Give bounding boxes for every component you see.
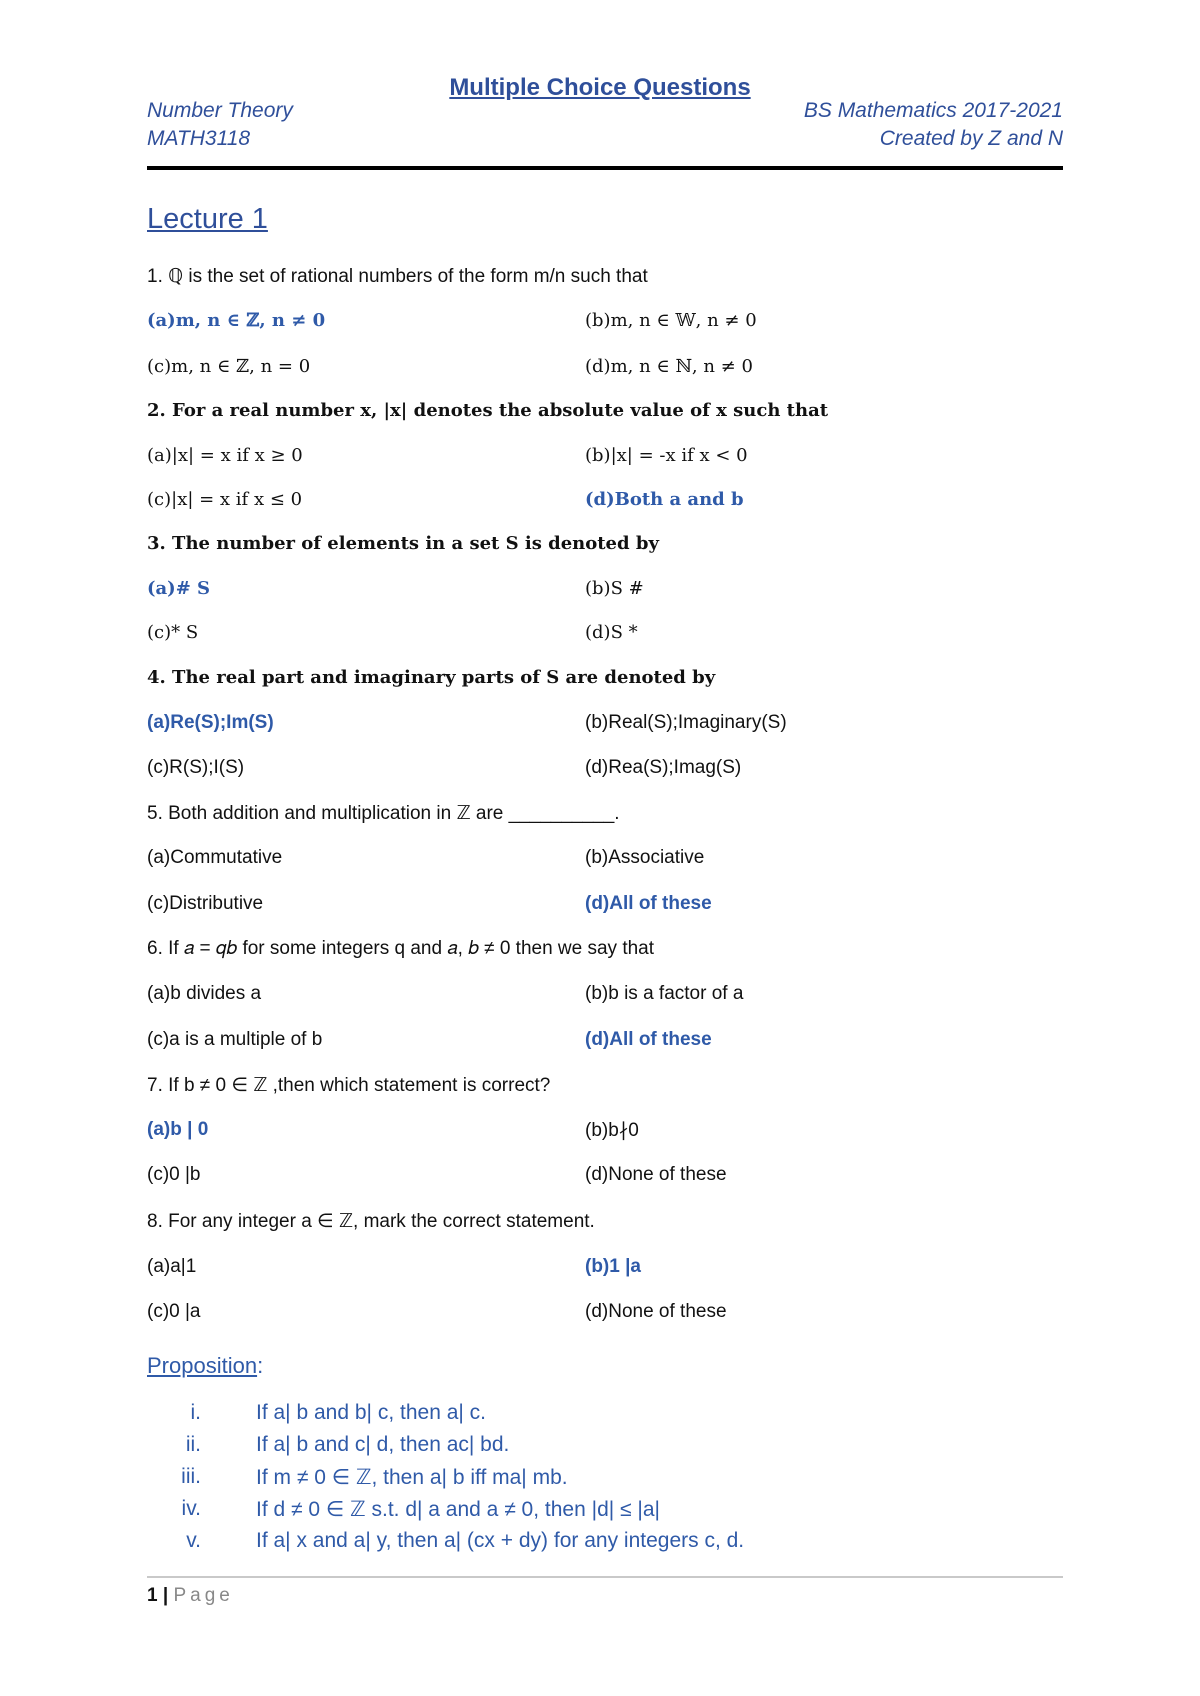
question-1: 1. ℚ is the set of rational numbers of the form m/n such that [147,266,648,287]
question-4: 4. The real part and imaginary parts of S are denoted by [147,667,716,688]
q8-option-d: (d)None of these [585,1301,727,1322]
proposition-item-num: ii. [185,1433,201,1456]
question-7: 7. If b ≠ 0 ∈ ℤ ,then which statement is correct? [147,1075,551,1096]
header-subject: Number Theory [147,99,293,122]
footer-separator: | [157,1585,174,1606]
q2-option-c: (c)|x| = x if x ≤ 0 [147,489,303,510]
proposition-heading [147,1353,263,1379]
page-label: Page [173,1585,234,1606]
proposition-item-num: i. [190,1401,201,1424]
proposition-item: If a| x and a| y, then a| (cx + dy) for any integers c, d. [256,1529,745,1552]
q3-option-a: (a)# S [147,578,211,599]
page-footer [147,1585,234,1607]
proposition-item-num: iii. [181,1465,201,1488]
q5-option-a: (a)Commutative [147,847,283,868]
q2-option-a: (a)|x| = x if x ≥ 0 [147,445,303,466]
question-8: 8. For any integer a ∈ ℤ, mark the correct statement. [147,1211,595,1232]
q6-option-d: (d)All of these [585,1029,712,1050]
q2-option-d: (d)Both a and b [585,489,744,510]
header-author: Created by Z and N [879,127,1063,150]
q1-option-b: (b)m, n ∈ 𝕎, n ≠ 0 [585,310,757,331]
proposition-item: If a| b and b| c, then a| c. [256,1401,487,1424]
proposition-item: If a| b and c| d, then ac| bd. [256,1433,510,1456]
q7-option-b: (b)b∤0 [585,1120,639,1141]
q4-option-d: (d)Rea(S);Imag(S) [585,757,742,778]
q6-option-a: (a)b divides a [147,983,262,1004]
q1-option-d: (d)m, n ∈ ℕ, n ≠ 0 [585,356,753,377]
q7-option-c: (c)0 |b [147,1164,201,1185]
q4-option-c: (c)R(S);I(S) [147,757,245,778]
q1-option-a: (a)m, n ∈ ℤ, n ≠ 0 [147,310,326,331]
q4-option-b: (b)Real(S);Imaginary(S) [585,712,787,733]
proposition-heading-text: Proposition [147,1353,258,1378]
question-2: 2. For a real number x, |x| denotes the absolute value of x such that [147,400,829,421]
proposition-item: If m ≠ 0 ∈ ℤ, then a| b iff ma| mb. [256,1466,568,1489]
q3-option-c: (c)* S [147,622,199,643]
q6-option-b: (b)b is a factor of a [585,983,744,1004]
q2-option-b: (b)|x| = -x if x < 0 [585,445,748,466]
q8-option-c: (c)0 |a [147,1301,201,1322]
q5-option-b: (b)Associative [585,847,705,868]
q3-option-d: (d)S * [585,622,638,643]
proposition-item-num: iv. [181,1497,201,1520]
q4-option-a: (a)Re(S);Im(S) [147,712,274,733]
question-6: 6. If 𝑎 = 𝑞𝑏 for some integers q and 𝑎, 𝑏 ≠ 0 then we say that [147,938,655,959]
footer-divider [147,1576,1063,1578]
header-divider [147,166,1063,170]
header-program: BS Mathematics 2017-2021 [803,99,1063,122]
proposition-item-num: v. [186,1529,201,1552]
q7-option-a: (a)b | 0 [147,1119,209,1140]
page-number: 1 [147,1585,158,1606]
q8-option-b: (b)1 |a [585,1256,641,1277]
q5-option-c: (c)Distributive [147,893,264,914]
header-code: MATH3118 [147,127,251,150]
q7-option-d: (d)None of these [585,1164,727,1185]
lecture-heading: Lecture 1 [147,203,268,235]
q1-option-c: (c)m, n ∈ ℤ, n = 0 [147,356,311,377]
q8-option-a: (a)a|1 [147,1256,197,1277]
question-3: 3. The number of elements in a set S is denoted by [147,533,659,554]
proposition-heading-colon: : [257,1353,264,1378]
proposition-item: If d ≠ 0 ∈ ℤ s.t. d| a and a ≠ 0, then |d| ≤ |a| [256,1498,660,1521]
q5-option-d: (d)All of these [585,893,712,914]
question-5: 5. Both addition and multiplication in ℤ are __________. [147,803,620,824]
q3-option-b: (b)S # [585,578,644,599]
page-title: Multiple Choice Questions [449,74,751,101]
q6-option-c: (c)a is a multiple of b [147,1029,323,1050]
